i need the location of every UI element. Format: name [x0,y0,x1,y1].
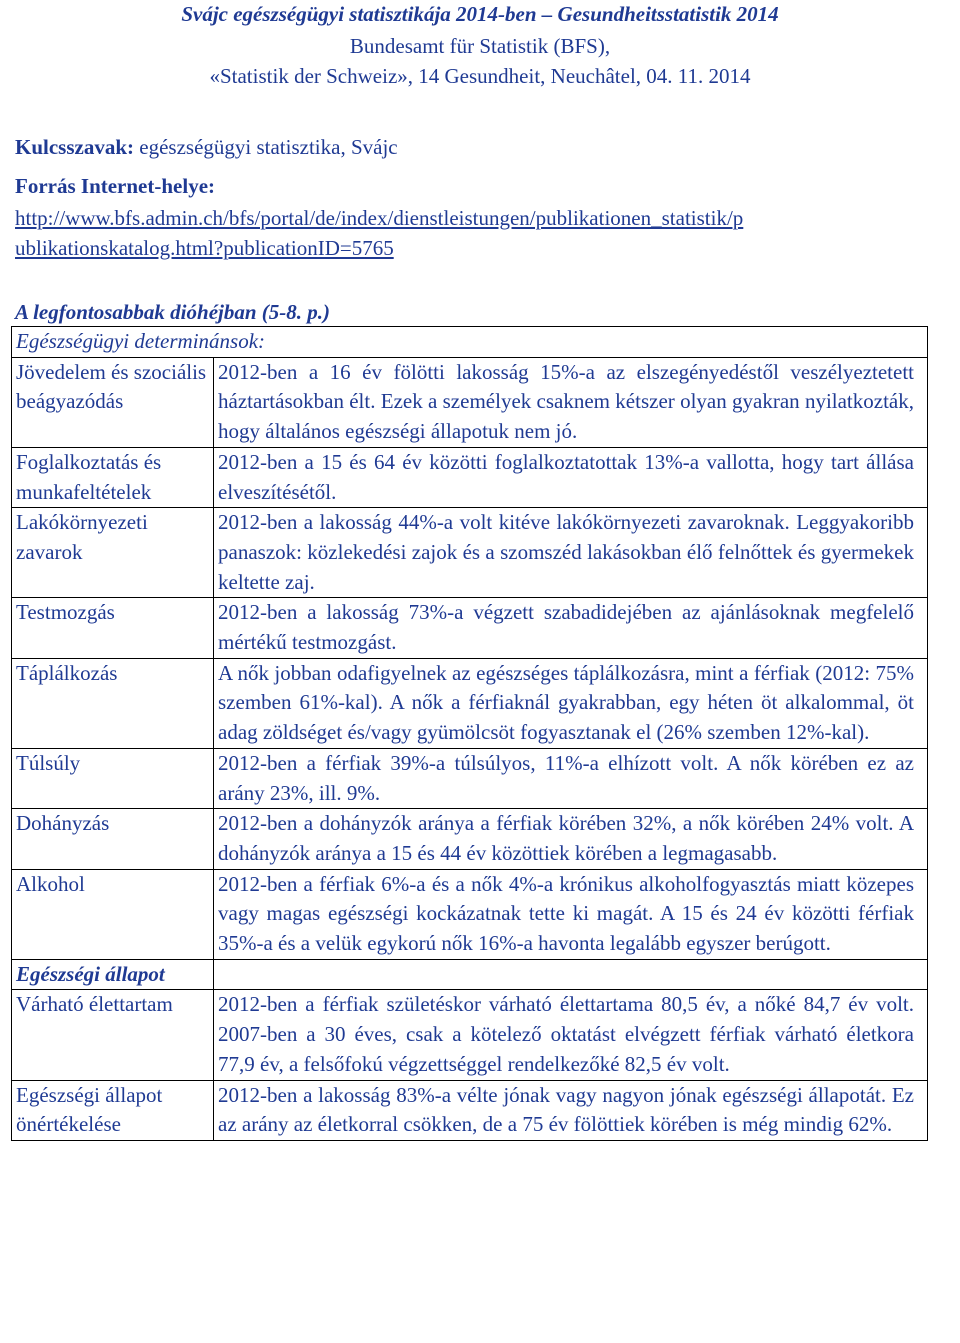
source-label: Forrás Internet-helye: [15,174,216,198]
table-row [12,990,928,1080]
keywords-line [15,132,398,162]
table-row [12,598,928,658]
section-title-health-status: Egészségi állapot [12,959,214,990]
row-text: A nők jobban odafigyelnek az egészséges táplálkozásra, mint a férfiak (2012: 75% szemben 61%-kal). A nők a férfiaknál gyakrabban, egy héten öt alkalommal, öt adag zöldséget és/vagy gyümölcsöt fogyasztanak el (26% szemben 12%-kal). [214,658,928,748]
row-label: Lakókörnyezeti zavarok [12,508,214,598]
row-label: Testmozgás [12,598,214,658]
keywords-value: egészségügyi statisztika, Svájc [139,135,398,159]
header-title: Svájc egészségügyi statisztikája 2014-ben – Gesundheitsstatistik 2014 [181,2,779,26]
section-row-health-status [12,959,928,990]
row-text: 2012-ben a 15 és 64 év közötti foglalkoztatottak 13%-a vallotta, hogy tart állása elveszítésétől. [214,447,928,507]
row-label: Jövedelem és szociális beágyazódás [12,357,214,447]
summary-subtitle: A legfontosabbak dióhéjban (5-8. p.) [15,300,331,324]
source-url-line-1[interactable]: http://www.bfs.admin.ch/bfs/portal/de/index/dienstleistungen/publikationen_statistik/p [15,206,744,230]
source-line [15,171,215,201]
keywords-label: Kulcsszavak: [15,135,135,159]
row-label: Táplálkozás [12,658,214,748]
table-row [12,1080,928,1140]
row-text: 2012-ben a férfiak 39%-a túlsúlyos, 11%-a elhízott volt. A nők körében ez az arány 23%, ill. 9%. [214,748,928,808]
source-url-line-2[interactable]: ublikationskatalog.html?publicationID=5765 [15,236,394,260]
statistics-table [11,326,928,1141]
table-row [12,869,928,959]
section-spacer [214,959,928,990]
table-row [12,658,928,748]
header-publication: «Statistik der Schweiz», 14 Gesundheit, Neuchâtel, 04. 11. 2014 [209,64,751,88]
table-row [12,447,928,507]
row-label: Várható élettartam [12,990,214,1080]
row-label: Foglalkoztatás és munkafeltételek [12,447,214,507]
row-text: 2012-ben a 16 év fölötti lakosság 15%-a az elszegényedéstől veszélyeztetett háztartásokban élt. Ezek a személyek csaknem kétszer olyan gyakran nyilatkozták, hogy általános egészségi állapotuk nem jó. [214,357,928,447]
row-text: 2012-ben a lakosság 83%-a vélte jónak vagy nagyon jónak egészségi állapotát. Ez az arány az életkorral csökken, de a 75 év fölöttiek körében is még mindig 62%. [214,1080,928,1140]
table-row [12,508,928,598]
header-publisher: Bundesamt für Statistik (BFS), [349,34,611,58]
row-text: 2012-ben a dohányzók aránya a férfiak körében 32%, a nők körében 24% volt. A dohányzók aránya a 15 és 44 év közöttiek körében a legmagasabb. [214,809,928,869]
table-row [12,809,928,869]
table-row [12,748,928,808]
section-title-determinants: Egészségügyi determinánsok: [12,327,928,358]
row-label: Alkohol [12,869,214,959]
row-text: 2012-ben a férfiak születéskor várható élettartama 80,5 év, a nőké 84,7 év volt. 2007-ben a 30 éves, csak a kötelező oktatást elvégzett férfiak várható életkora 77,9 év, a felsőfokú végzettséggel rendelkezőké 82,5 év volt. [214,990,928,1080]
table-row [12,357,928,447]
row-label: Egészségi állapot önértékelése [12,1080,214,1140]
row-text: 2012-ben a lakosság 73%-a végzett szabadidejében az ajánlásoknak megfelelő mértékű testmozgást. [214,598,928,658]
row-text: 2012-ben a férfiak 6%-a és a nők 4%-a krónikus alkoholfogyasztás miatt közepes vagy magas egészségi kockázatnak tette ki magát. A 15 és 24 év közötti férfiak 35%-a és a velük egykorú nők 16%-a havonta legalább egyszer berúgott. [214,869,928,959]
row-label: Dohányzás [12,809,214,869]
row-label: Túlsúly [12,748,214,808]
section-row-determinants [12,327,928,358]
row-text: 2012-ben a lakosság 44%-a volt kitéve lakókörnyezeti zavaroknak. Leggyakoribb panaszok: közlekedési zajok és a szomszéd lakásokban élő felnőttek és gyermekek keltette zaj. [214,508,928,598]
